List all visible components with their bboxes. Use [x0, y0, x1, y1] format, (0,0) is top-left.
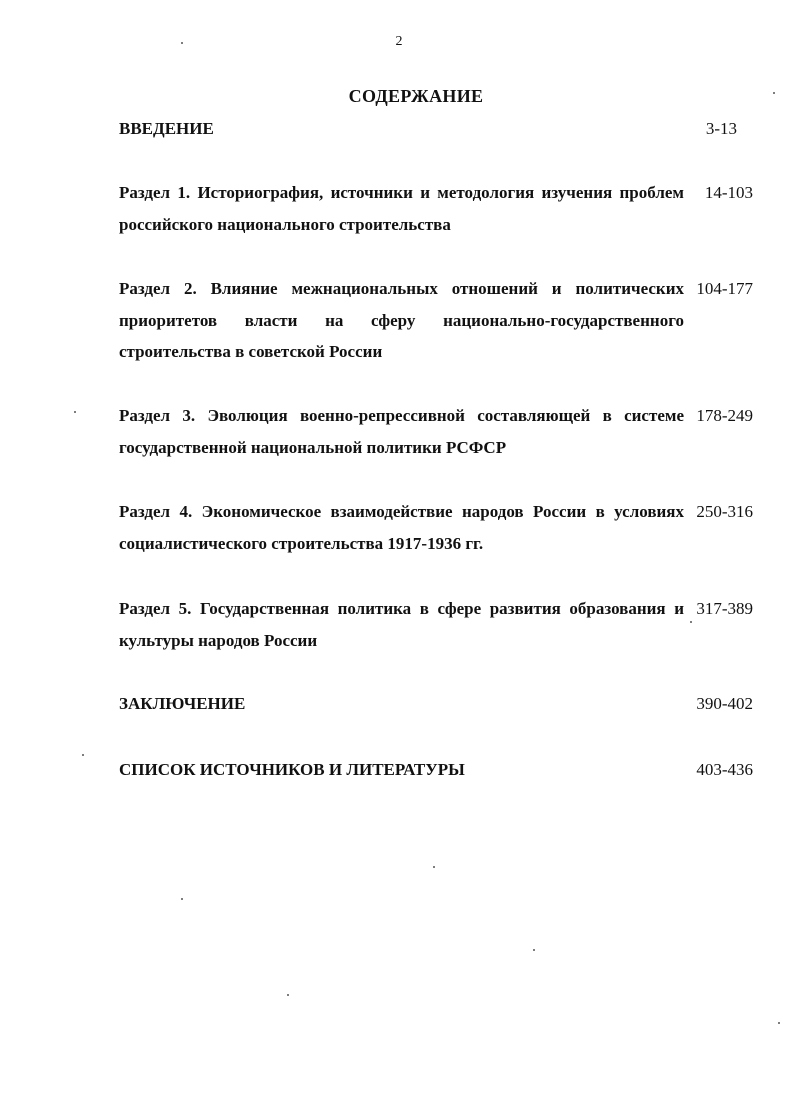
toc-entry-title: ВВЕДЕНИЕ — [119, 119, 214, 138]
toc-entry-pages: 403-436 — [696, 760, 753, 779]
scan-speck — [287, 994, 289, 996]
toc-entry-pages: 250-316 — [696, 502, 753, 521]
toc-entry-pages: 104-177 — [696, 279, 753, 298]
toc-entry-title: СПИСОК ИСТОЧНИКОВ И ЛИТЕРАТУРЫ — [119, 760, 465, 779]
toc-entry-section-1 — [119, 177, 753, 240]
toc-entry-pages: 14-103 — [704, 183, 753, 202]
toc-entry-pages: 178-249 — [696, 406, 753, 425]
scan-speck — [773, 92, 775, 94]
scan-speck — [778, 1022, 780, 1024]
toc-entry-sources — [119, 754, 753, 786]
toc-entry-introduction — [119, 113, 753, 145]
toc-entry-title: Раздел 5. Государственная политика в сфере развития образования и культуры народов России — [119, 599, 684, 650]
scan-speck — [74, 411, 76, 413]
toc-entry-title: Раздел 3. Эволюция военно-репрессивной составляющей в системе государственной национальной политики РСФСР — [119, 406, 684, 457]
page-title: СОДЕРЖАНИЕ — [348, 86, 484, 106]
page-number: 2 — [395, 34, 403, 49]
scan-speck — [433, 866, 435, 868]
toc-entry-pages: 390-402 — [696, 694, 753, 713]
scan-speck — [533, 949, 535, 951]
toc-entry-section-4 — [119, 496, 753, 559]
toc-entry-pages: 317-389 — [696, 599, 753, 618]
toc-entry-section-2 — [119, 273, 753, 368]
scan-speck — [690, 621, 692, 623]
scan-speck — [181, 42, 183, 44]
toc-entry-title: Раздел 2. Влияние межнациональных отношений и политических приоритетов власти на сферу национально-государственного строительства в советской России — [119, 279, 684, 361]
scan-speck — [181, 898, 183, 900]
scan-speck — [82, 754, 84, 756]
toc-entry-conclusion — [119, 688, 753, 720]
toc-entry-section-5 — [119, 593, 753, 656]
toc-entry-pages: 3-13 — [705, 119, 737, 138]
toc-entry-section-3 — [119, 400, 753, 463]
toc-entry-title: ЗАКЛЮЧЕНИЕ — [119, 694, 246, 713]
toc-entry-title: Раздел 4. Экономическое взаимодействие народов России в условиях социалистического строительства 1917-1936 гг. — [119, 502, 684, 553]
toc-entry-title: Раздел 1. Историография, источники и методология изучения проблем российского национального строительства — [119, 183, 684, 234]
